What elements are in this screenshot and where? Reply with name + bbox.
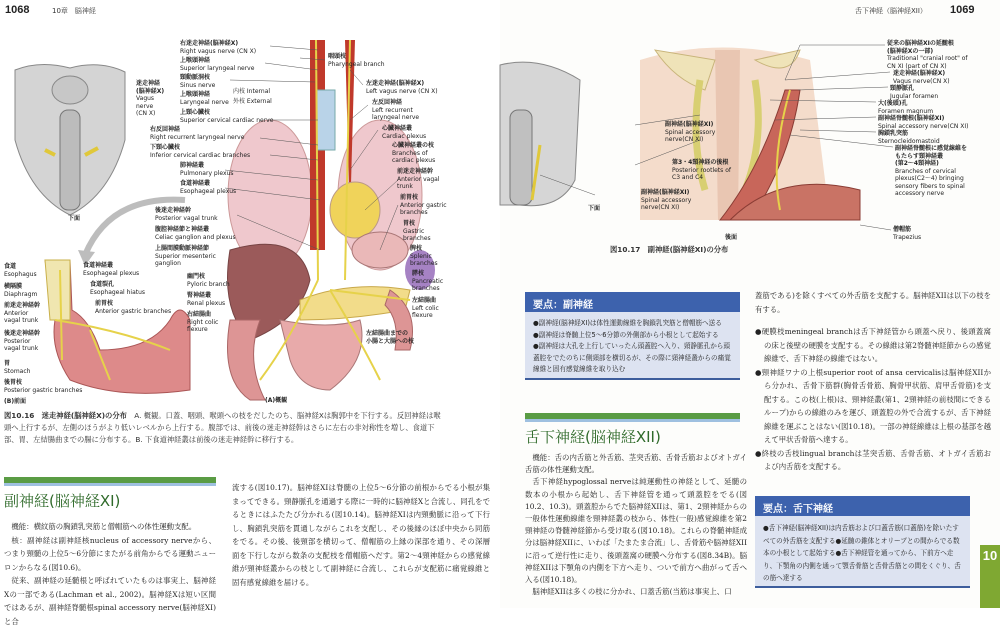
label-internal: 内枝 Internal: [233, 88, 271, 95]
summary-box-title: 要点：舌下神経: [755, 496, 970, 516]
label-spinal-accessory-2: 副神経(脳神経XI) Spinal accessory nerve(CN XI): [641, 189, 692, 211]
label-intestine-branches: 左結腸曲までの 小腸と大腸への枝: [366, 330, 415, 345]
brain-view-label: 下面: [588, 205, 601, 212]
label-superior-mesenteric: 上腸間膜動脈神経節 Superior mesenteric ganglion: [155, 245, 216, 267]
label-foramen-magnum: 大(後頭)孔 Foramen magnum: [878, 100, 934, 115]
label-gastric-branches: 胃枝 Gastric branches: [403, 220, 431, 242]
label-anterior-gastric: 前胃枝 Anterior gastric branches: [400, 194, 447, 216]
label-vagus-brainstem: 迷走神経 (脳神経X) Vagus nerve (CN X): [136, 80, 165, 117]
label-esophagus: 食道 Esophagus: [4, 263, 37, 278]
brainstem-illustration: [500, 62, 580, 206]
label-b-anterior-gastric: 前胃枝 Anterior gastric branches: [95, 300, 172, 315]
label-celiac-ganglion: 腹腔神経節と神経叢 Celiac ganglion and plexus: [155, 226, 236, 241]
label-spinal-accessory-1: 副神経(脳神経XI) Spinal accessory nerve(CN XI): [665, 121, 716, 143]
page-number: 1069: [950, 4, 975, 16]
label-superior-laryngeal: 上喉頭神経 Superior laryngeal nerve: [180, 57, 255, 72]
label-trapezius: 僧帽筋 Trapezius: [893, 226, 922, 241]
label-laryngeal-nerve: 上喉頭神経 Laryngeal nerve: [180, 91, 229, 106]
label-b-posterior-vagal: 後迷走神経幹 Posterior vagal trunk: [4, 330, 41, 352]
label-pulmonary-plexus: 肺神経叢 Pulmonary plexus: [180, 162, 234, 177]
label-left-colic-flexure: 左結腸曲 Left colic flexure: [412, 297, 439, 319]
label-superior-cervical-cardiac: 上頸心臓枝 Superior cervical cardiac nerve: [180, 109, 274, 124]
fig-b-view-label: (B)前面: [4, 398, 27, 405]
label-inferior-cervical-cardiac: 下頸心臓枝 Inferior cervical cardiac branches: [150, 144, 251, 159]
label-cardiac-branches: 心臓神経叢の枝 Branches of cardiac plexus: [392, 142, 436, 164]
label-posterior-rootlets: 第3・4頸神経の後根 Posterior rootlets of C3 and C4: [672, 159, 731, 181]
neck-view-label: 後面: [725, 234, 738, 241]
chapter-tab[interactable]: 10: [980, 545, 1000, 608]
summary-box-title: 要点：副神経: [525, 292, 740, 312]
page-number: 1068: [5, 4, 30, 16]
label-right-vagus: 右迷走神経(脳神経X) Right vagus nerve (CN X): [180, 40, 257, 55]
label-posterior-gastric: 後胃枝 Posterior gastric branches: [4, 379, 83, 394]
section-title-accessory: 副神経(脳神経XI): [4, 492, 121, 510]
label-left-vagus: 左迷走神経(脳神経X) Left vagus nerve (CN X): [366, 80, 438, 95]
running-head: 10章 脳神経: [52, 7, 96, 15]
label-jugular-foramen: 頸静脈孔 Jugular foramen: [890, 85, 939, 100]
label-renal-plexus: 腎神経叢 Renal plexus: [187, 292, 226, 307]
label-pancreatic-branches: 膵枝 Pancreatic branches: [412, 270, 444, 292]
label-vagus: 迷走神経(脳神経X) Vagus nerve(CN X): [893, 70, 950, 85]
body-column-1: 機能：横紋筋の胸鎖乳突筋と僧帽筋への体性運動支配。 核：副神経は副神経核nucleus of accessory nerveから、つまり頸髄の上位5～6分節にまたがる前角からでる運動ニューロンからなる(図10.6)。 従来、副神経の延髄根と呼ばれていたものは事実上、脳神経Xの一部である(Lachman et al., 2002)。脳神経Xは短い区間ではあるが、副神経脊髄根spinal accessory nerve(脳神経XI)と合: [4, 522, 216, 626]
right-page: [500, 0, 1000, 608]
label-sinus-nerve: 頸動脈洞枝 Sinus nerve: [180, 74, 216, 89]
label-splenic-branches: 脾枝 Splenic branches: [410, 245, 438, 267]
label-right-recurrent: 右反回神経 Right recurrent laryngeal nerve: [150, 126, 245, 141]
label-b-esophageal-plexus: 食道神経叢 Esophageal plexus: [83, 262, 140, 277]
section-title-hypoglossal: 舌下神経(脳神経XII): [525, 428, 661, 446]
label-sternocleidomastoid: 胸鎖乳突筋 Sternocleidomastoid: [878, 130, 940, 145]
figure-caption-10-16: 図10.16 迷走神経(脳神経X)の分布 A. 概観。口蓋、咽頭、喉頭への枝をだしたのち、脳神経Xは胸郭中を下行する。反回神経は喉頭へ上行するが、左側のほうがより低いレベルから上行する。腹部では、前後の迷走神経幹はさらに左右の非対称性を増し、食道下部、胃、左結腸曲までの腸に分布する。B. 下食道神経叢は前後の迷走神経幹に移行する。: [4, 411, 441, 444]
brain-view-label: 下面: [68, 215, 81, 222]
label-right-colic-flexure: 右結腸曲 Right colic flexure: [187, 311, 219, 333]
left-page: [0, 0, 500, 626]
label-cervical-plexus: 副神経脊髄根に感覚線維を もたらす頸神経叢 (第2～4頸神経) Branches of cervical plexus(C2～4) bringing sensory fibers to spinal accessory nerve: [895, 145, 968, 197]
label-spinal-accessory-root: 副神経脊髄根(脳神経XI) Spinal accessory nerve(CN XI): [878, 115, 969, 130]
label-external: 外枝 External: [233, 98, 272, 105]
label-b-anterior-vagal: 前迷走神経幹 Anterior vagal trunk: [4, 302, 41, 324]
label-esophageal-hiatus: 食道裂孔 Esophageal hiatus: [90, 281, 146, 296]
figure-caption-10-17: 図10.17 副神経(脳神経XI)の分布: [610, 245, 729, 254]
label-pyloric-branch: 幽門枝 Pyloric branch: [187, 273, 230, 288]
section-bar: [4, 477, 216, 486]
label-cranial-root: 従来の脳神経XIの延髄根 (脳神経Xの一部) Traditional "cranial root" of CN XI (part of CN X): [887, 40, 968, 70]
label-stomach: 胃 Stomach: [4, 360, 31, 375]
body-column-2-top: 蓋筋である)を除くすべての外舌筋を支配する。脳神経XIIは以下の枝を有する。 ●硬膜枝meningeal branchは舌下神経管から頭蓋へ戻り、後頭蓋窩の床と後壁の硬膜を支配する。その線維は第2脊髄神経節からの感覚線維で、舌下神経の線維ではない。 ●頸神経ワナの上根superior root of ansa cervicalisは脳神経XIIから分かれ、舌骨下筋群(胸骨舌骨筋、胸骨甲状筋、肩甲舌骨筋)を支配する。この枝(上根)は、頸神経叢(第1、2頸神経の前枝間にできるループ)からの線維のみを運び、頭蓋腔の外で合流するが、舌下神経線維を運ぶことはない(図10.18)。一部の神経線維は上根の基部を越えて甲状舌骨筋へ達する。 ●終枝の舌枝lingual branchは茎突舌筋、舌骨舌筋、オトガイ舌筋および内舌筋を支配する。: [755, 291, 991, 471]
fig-a-view-label: (A)概観: [265, 397, 288, 404]
label-pharyngeal-branch: 咽頭枝 Pharyngeal branch: [328, 53, 385, 68]
label-left-recurrent: 左反回神経 Left recurrent laryngeal nerve: [372, 99, 420, 121]
section-bar: [525, 413, 740, 422]
label-esophageal-plexus: 食道神経叢 Esophageal plexus: [180, 180, 237, 195]
stomach-illustration-b: [45, 260, 190, 393]
label-diaphragm: 横隔膜 Diaphragm: [4, 283, 38, 298]
label-posterior-vagal-trunk: 後迷走神経幹 Posterior vagal trunk: [155, 207, 218, 222]
body-column-1: 機能：舌の内舌筋と外舌筋、茎突舌筋、舌骨舌筋およびオトガイ舌筋の体性運動支配。 舌下神経hypoglossal nerveは純運動性の神経として、延髄の数本の小根から起始し、舌下神経管を通って頭蓋腔をでる(図10.2、10.3)。頭蓋腔からでた脳神経XIIは、第1、2頸神経からの一般体性運動線維を頸神経叢の枝から、体性(一般)感覚線維を第2頸神経の脊髄神経節から受け取る(図10.18)。これらの脊髄神経成分は脳神経XIIに、いわば「たまたま合流」し、舌骨筋や脳神経XIIに沿って逆行性に走り、後頭蓋窩の硬膜へ分布する(図8.34B)。脳神経XIIは下顎角の内側を下方へ走り、ついで前方へ曲がって舌へ入る(図10.18)。 脳神経XIIは多くの枝に分かれ、口蓋舌筋(当筋は事実上、口: [525, 452, 747, 598]
brainstem-illustration: [15, 64, 125, 215]
running-head: 舌下神経（脳神経XII）: [855, 7, 927, 15]
label-cardiac-plexus: 心臓神経叢 Cardiac plexus: [382, 125, 427, 140]
label-anterior-vagal-trunk: 前迷走神経幹 Anterior vagal trunk: [397, 168, 440, 190]
summary-box-hypoglossal: 要点：舌下神経 ●舌下神経(脳神経XII)は内舌筋および口蓋舌筋(口蓋筋)を除いたすべての外舌筋を支配する●延髄の錐体とオリーブとの間からでる数本の小根として起始する●舌下神経管を通ってから、下前方へ走り、下顎角の内側を通って顎舌骨筋と舌骨舌筋との間をくぐり、舌の筋へ達する: [755, 496, 970, 588]
summary-box-accessory: 要点：副神経 ●副神経(脳神経XI)は体性運動線維を胸鎖乳突筋と僧帽筋へ送る ●副神経は脊髄上位5～6分節の外側部から小根として起始する ●副神経は大孔を上行していったん頭蓋腔へ入り、頸静脈孔から頭蓋腔をでたのちに側頸部を横切るが、その際に頸神経叢からの痛覚線維と固有感覚線維を取り込む: [525, 292, 740, 380]
body-column-2: 流する(図10.17)。脳神経XIは脊髄の上位5～6分節の前根からでる小根が集まってできる。頸静脈孔を通過する際に一時的に脳神経Xと合流し、同孔をでるときにはふたたび分かれる(図10.14)。脳神経XIは内頸動脈に沿って下行し、胸鎖乳突筋を貫通しながらこれを支配し、その後縁のほぼ中央から同筋をでる。その後、後頸部を横切って、僧帽筋の上縁の深部を通り、その深層面を下行しながら数条の支配枝を僧帽筋へだす。第2～4頸神経からの感覚線維が頸神経叢からの枝として副神経に合流し、これらが支配筋に痛覚線維と固有感覚線維を届ける。: [232, 483, 490, 587]
last-line: 脳神経XIIは多くの枝に分かれ、口蓋舌筋(当筋は事実上、口: [532, 587, 732, 597]
